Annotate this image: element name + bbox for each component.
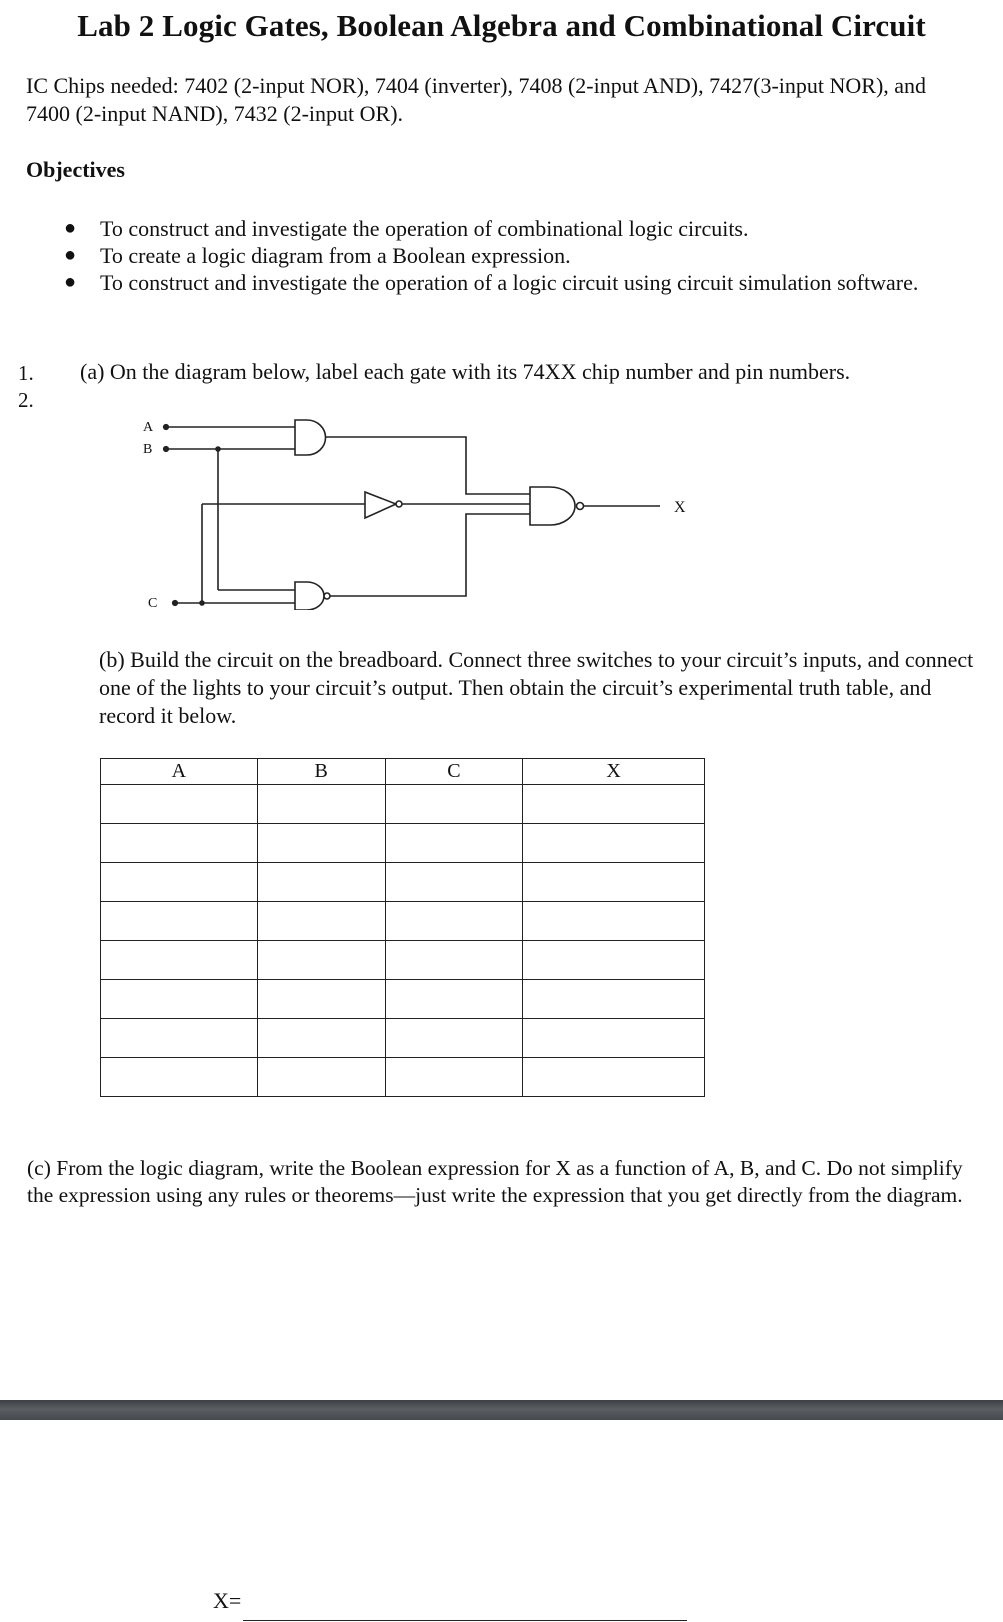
objectives-heading: Objectives xyxy=(26,157,125,182)
part-b-instructions: (b) Build the circuit on the breadboard. Connect three switches to your circuit’s inputs, and connect one of the lights to your circuit’s output. Then obtain the circuit’s experimental truth table, and record it below. xyxy=(99,647,974,728)
inverter-gate xyxy=(365,492,396,518)
table-row xyxy=(101,1058,705,1097)
bullet-icon: ● xyxy=(64,244,77,266)
list-number-2: 2. xyxy=(18,388,34,412)
and-gate-1 xyxy=(295,420,326,455)
header-c: C xyxy=(385,759,523,785)
objective-item: ● To construct and investigate the operation of a logic circuit using circuit simulation software. xyxy=(64,270,919,295)
objective-item: ● To create a logic diagram from a Boolean expression. xyxy=(64,243,571,268)
answer-blank-line[interactable] xyxy=(243,1620,687,1621)
table-row xyxy=(101,824,705,863)
list-number-1: 1. xyxy=(18,361,34,385)
table-row xyxy=(101,1019,705,1058)
table-row xyxy=(101,785,705,824)
table-row xyxy=(101,980,705,1019)
part-a-instructions: (a) On the diagram below, label each gate with its 74XX chip number and pin numbers. xyxy=(80,359,851,384)
page-divider-bar xyxy=(0,1400,1003,1420)
page-title: Lab 2 Logic Gates, Boolean Algebra and Combinational Circuit xyxy=(77,8,926,43)
input-label-c: C xyxy=(148,596,158,610)
nand-gate-output xyxy=(530,487,575,525)
objectives-list xyxy=(60,215,940,296)
table-row xyxy=(101,941,705,980)
input-label-b: B xyxy=(143,442,153,457)
logic-circuit-diagram xyxy=(130,410,690,610)
objective-item: ● To construct and investigate the operation of combinational logic circuits. xyxy=(64,216,749,241)
table-header-row xyxy=(101,759,705,785)
answer-label: X= xyxy=(213,1588,242,1613)
ic-chips-needed: IC Chips needed: 7402 (2-input NOR), 7404 (inverter), 7408 (2-input AND), 7427(3-input NOR), and 7400 (2-input NAND), 7432 (2-input OR). xyxy=(26,73,927,126)
bullet-icon: ● xyxy=(64,271,77,293)
truth-table xyxy=(100,758,705,1097)
header-x: X xyxy=(523,759,705,785)
input-label-a: A xyxy=(143,420,154,435)
table-row xyxy=(101,863,705,902)
output-label-x: X xyxy=(674,499,686,516)
bullet-icon: ● xyxy=(64,217,77,239)
part-c-instructions: (c) From the logic diagram, write the Boolean expression for X as a function of A, B, and C. Do not simplify the expression using any rules or theorems—just write the expression that you get directly from the diagram. xyxy=(27,1156,963,1207)
header-b: B xyxy=(257,759,385,785)
nand-gate-2 xyxy=(295,582,324,610)
table-row xyxy=(101,902,705,941)
header-a: A xyxy=(101,759,258,785)
